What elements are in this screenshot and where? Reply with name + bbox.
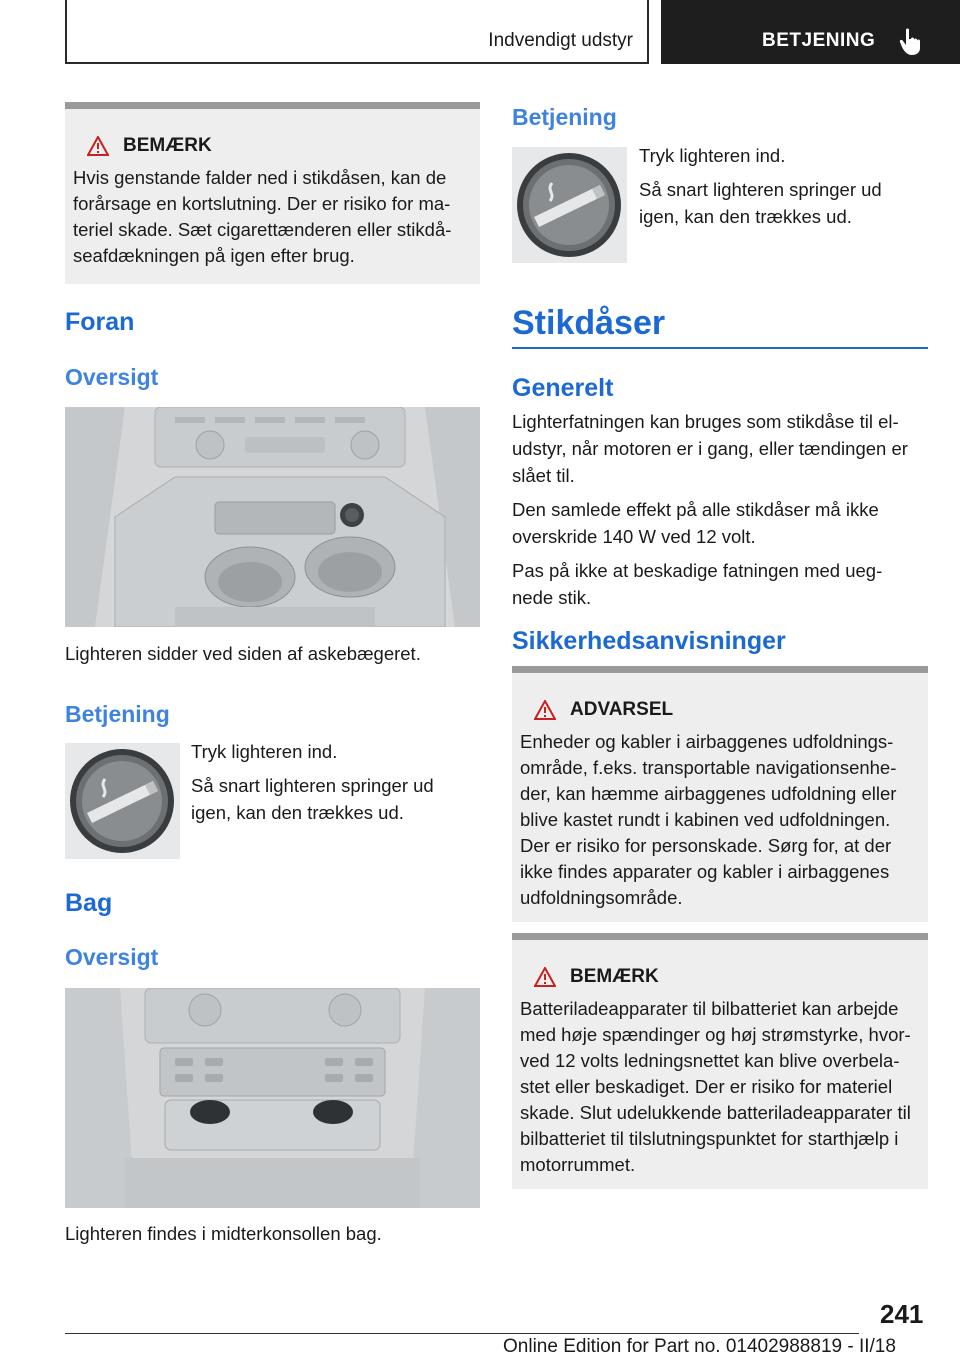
text-line: Lighterfatningen kan bruges som stikdåse til el- (512, 411, 899, 432)
warning-triangle-icon (87, 136, 109, 156)
warning-line: Der er risiko for personskade. Sørg for, at der (520, 835, 892, 856)
lighter-button-image (65, 743, 180, 859)
text-line: Pas på ikke at beskadige fatningen med ueg- (512, 560, 883, 581)
text-line: overskride 140 W ved 12 volt. (512, 526, 756, 547)
heading-general: Generelt (512, 374, 614, 402)
warning-line: blive kastet rundt i kabinen ved udfoldningen. (520, 809, 891, 830)
header-section-title: Indvendigt udstyr (488, 30, 633, 51)
heading-front: Foran (65, 308, 135, 336)
heading-underline (512, 347, 928, 349)
warning-line: Enheder og kabler i airbaggenes udfoldnings- (520, 731, 894, 752)
warning-line: område, f.eks. transportable navigationsenhe- (520, 757, 897, 778)
note-body (520, 996, 920, 1178)
heading-rear-overview: Oversigt (65, 944, 159, 970)
text-line: Den samlede effekt på alle stikdåser må ikke (512, 499, 879, 520)
heading-power-sockets: Stikdåser (512, 304, 666, 342)
note-title: BEMÆRK (123, 135, 212, 156)
rear-console-illustration (65, 988, 480, 1208)
front-operation-text (191, 738, 434, 826)
text-line: udstyr, når motoren er i gang, eller tændingen er (512, 438, 908, 459)
note-box-right (512, 933, 928, 1189)
hand-pointer-icon (896, 27, 926, 57)
note-title: BEMÆRK (570, 966, 659, 987)
instruction-line: Tryk lighteren ind. (191, 741, 338, 762)
heading-safety: Sikkerhedsanvisninger (512, 627, 786, 655)
warning-box (512, 666, 928, 922)
header-chapter-tab (661, 0, 960, 64)
heading-front-operation: Betjening (65, 701, 170, 727)
rear-console-photo (65, 988, 480, 1208)
footer-edition: Online Edition for Part no. 01402988819 - II/18 (503, 1336, 896, 1357)
warning-line: der, kan hæmme airbaggenes udfoldning eller (520, 783, 897, 804)
instruction-line: Tryk lighteren ind. (639, 145, 786, 166)
note-line: stet eller beskadiget. Der er risiko for materiel (520, 1076, 893, 1097)
instruction-line: igen, kan den trækkes ud. (191, 802, 404, 823)
general-text (512, 408, 932, 618)
warning-triangle-icon (534, 700, 556, 720)
text-line: slået til. (512, 465, 575, 486)
rear-caption: Lighteren findes i midterkonsollen bag. (65, 1223, 382, 1244)
note-line: ved 12 volts ledningsnettet kan blive overbela- (520, 1050, 900, 1071)
heading-front-overview: Oversigt (65, 364, 159, 390)
heading-rear-operation: Betjening (512, 104, 617, 130)
note-line: med høje spændinger og høj strømstyrke, hvor- (520, 1024, 911, 1045)
header-section-tab (65, 0, 649, 64)
warning-title: ADVARSEL (570, 699, 674, 720)
lighter-button-image-rear (512, 147, 627, 263)
note-line: bilbatteriet til tilslutningspunktet for starthjælp i (520, 1128, 899, 1149)
instruction-line: Så snart lighteren springer ud (191, 775, 434, 796)
warning-line: ikke findes apparater og kabler i airbaggenes (520, 861, 890, 882)
cigarette-lighter-icon (65, 743, 180, 859)
note-body (73, 165, 472, 269)
warning-title-row (520, 693, 920, 727)
front-caption: Lighteren sidder ved siden af askebægeret. (65, 643, 421, 664)
note-line: skade. Slut udelukkende batteriladeapparater til (520, 1102, 911, 1123)
text-line: nede stik. (512, 587, 592, 608)
front-console-photo (65, 407, 480, 627)
note-title-row (73, 129, 472, 163)
note-line: Batteriladeapparater til bilbatteriet kan arbejde (520, 998, 899, 1019)
footer-divider (65, 1333, 859, 1334)
note-line: motorrummet. (520, 1154, 636, 1175)
rear-operation-text (639, 142, 882, 230)
instruction-line: Så snart lighteren springer ud (639, 179, 882, 200)
warning-body (520, 729, 920, 911)
warning-line: udfoldningsområde. (520, 887, 683, 908)
header-chapter-title: BETJENING (762, 30, 876, 51)
note-line: teriel skade. Sæt cigarettænderen eller stikdå- (73, 219, 452, 240)
note-line: forårsage en kortslutning. Der er risiko for ma- (73, 193, 451, 214)
note-box-left (65, 102, 480, 284)
instruction-line: igen, kan den trækkes ud. (639, 206, 852, 227)
note-line: Hvis genstande falder ned i stikdåsen, kan de (73, 167, 447, 188)
note-line: seafdækningen på igen efter brug. (73, 245, 355, 266)
front-console-illustration (65, 407, 480, 627)
warning-triangle-icon (534, 967, 556, 987)
heading-rear: Bag (65, 889, 113, 917)
note-title-row (520, 960, 920, 994)
cigarette-lighter-icon (512, 147, 627, 263)
page-number: 241 (880, 1299, 924, 1329)
